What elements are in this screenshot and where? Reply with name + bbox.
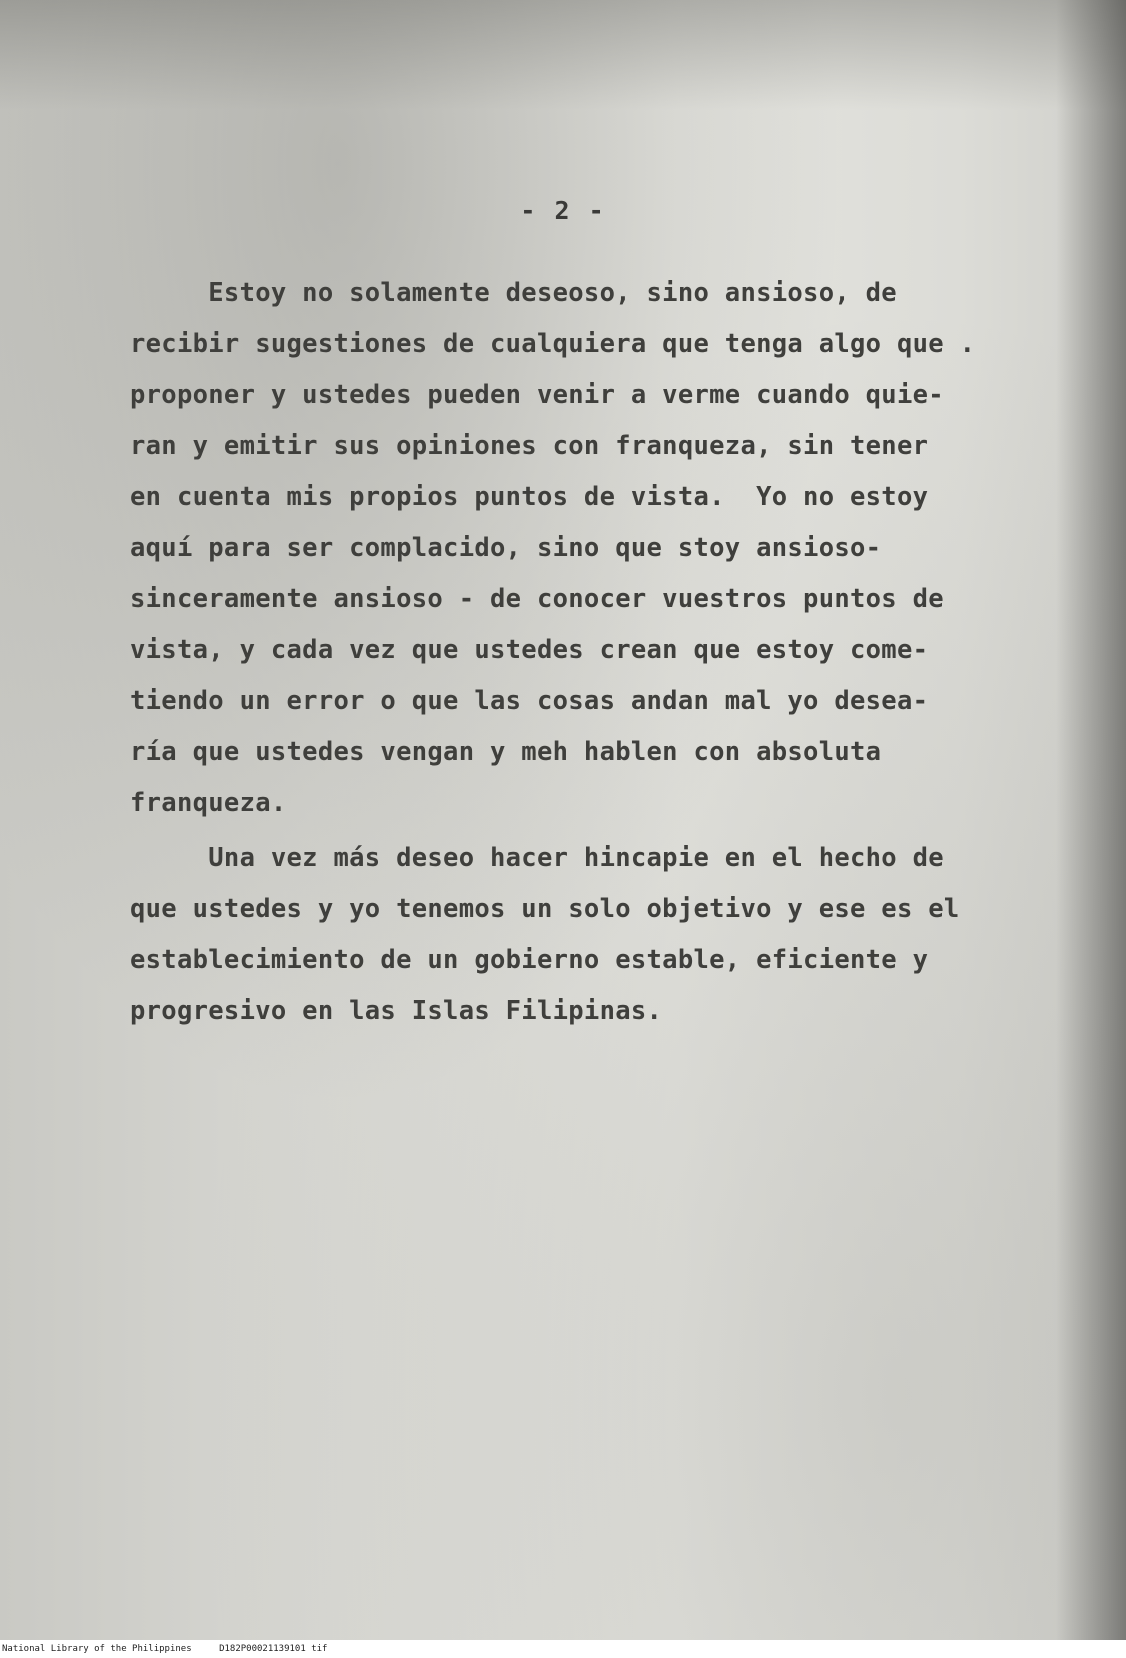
text-line: Estoy no solamente deseoso, sino ansioso, de (130, 278, 897, 308)
library-credit: National Library of the Philippines (2, 1644, 192, 1654)
scan-shadow-right (1056, 0, 1126, 1640)
text-line: que ustedes y yo tenemos un solo objetivo y ese es el (130, 894, 960, 924)
letter-body (130, 268, 1010, 1037)
page-number: - 2 - (520, 196, 606, 225)
text-line: ría que ustedes vengan y meh hablen con absoluta (130, 737, 882, 767)
text-line: tiendo un error o que las cosas andan mal yo desea- (130, 686, 929, 716)
text-line: vista, y cada vez que ustedes crean que estoy come- (130, 635, 929, 665)
paragraph-2 (130, 833, 1010, 1037)
scan-shadow-top (0, 0, 1126, 110)
text-line: recibir sugestiones de cualquiera que tenga algo que . (130, 329, 976, 359)
text-line: ran y emitir sus opiniones con franqueza, sin tener (130, 431, 929, 461)
text-line: aquí para ser complacido, sino que stoy ansioso- (130, 533, 882, 563)
text-line: proponer y ustedes pueden venir a verme cuando quie- (130, 380, 944, 410)
text-line: establecimiento de un gobierno estable, eficiente y (130, 945, 929, 975)
text-line: sinceramente ansioso - de conocer vuestros puntos de (130, 584, 944, 614)
scan-footer (0, 1640, 1126, 1658)
file-id: D182P00021139101 tif (219, 1644, 328, 1654)
paragraph-1 (130, 268, 1010, 829)
text-line: en cuenta mis propios puntos de vista. Yo no estoy (130, 482, 929, 512)
text-line: franqueza. (130, 788, 287, 818)
text-line: progresivo en las Islas Filipinas. (130, 996, 663, 1026)
text-line: Una vez más deseo hacer hincapie en el hecho de (130, 843, 944, 873)
